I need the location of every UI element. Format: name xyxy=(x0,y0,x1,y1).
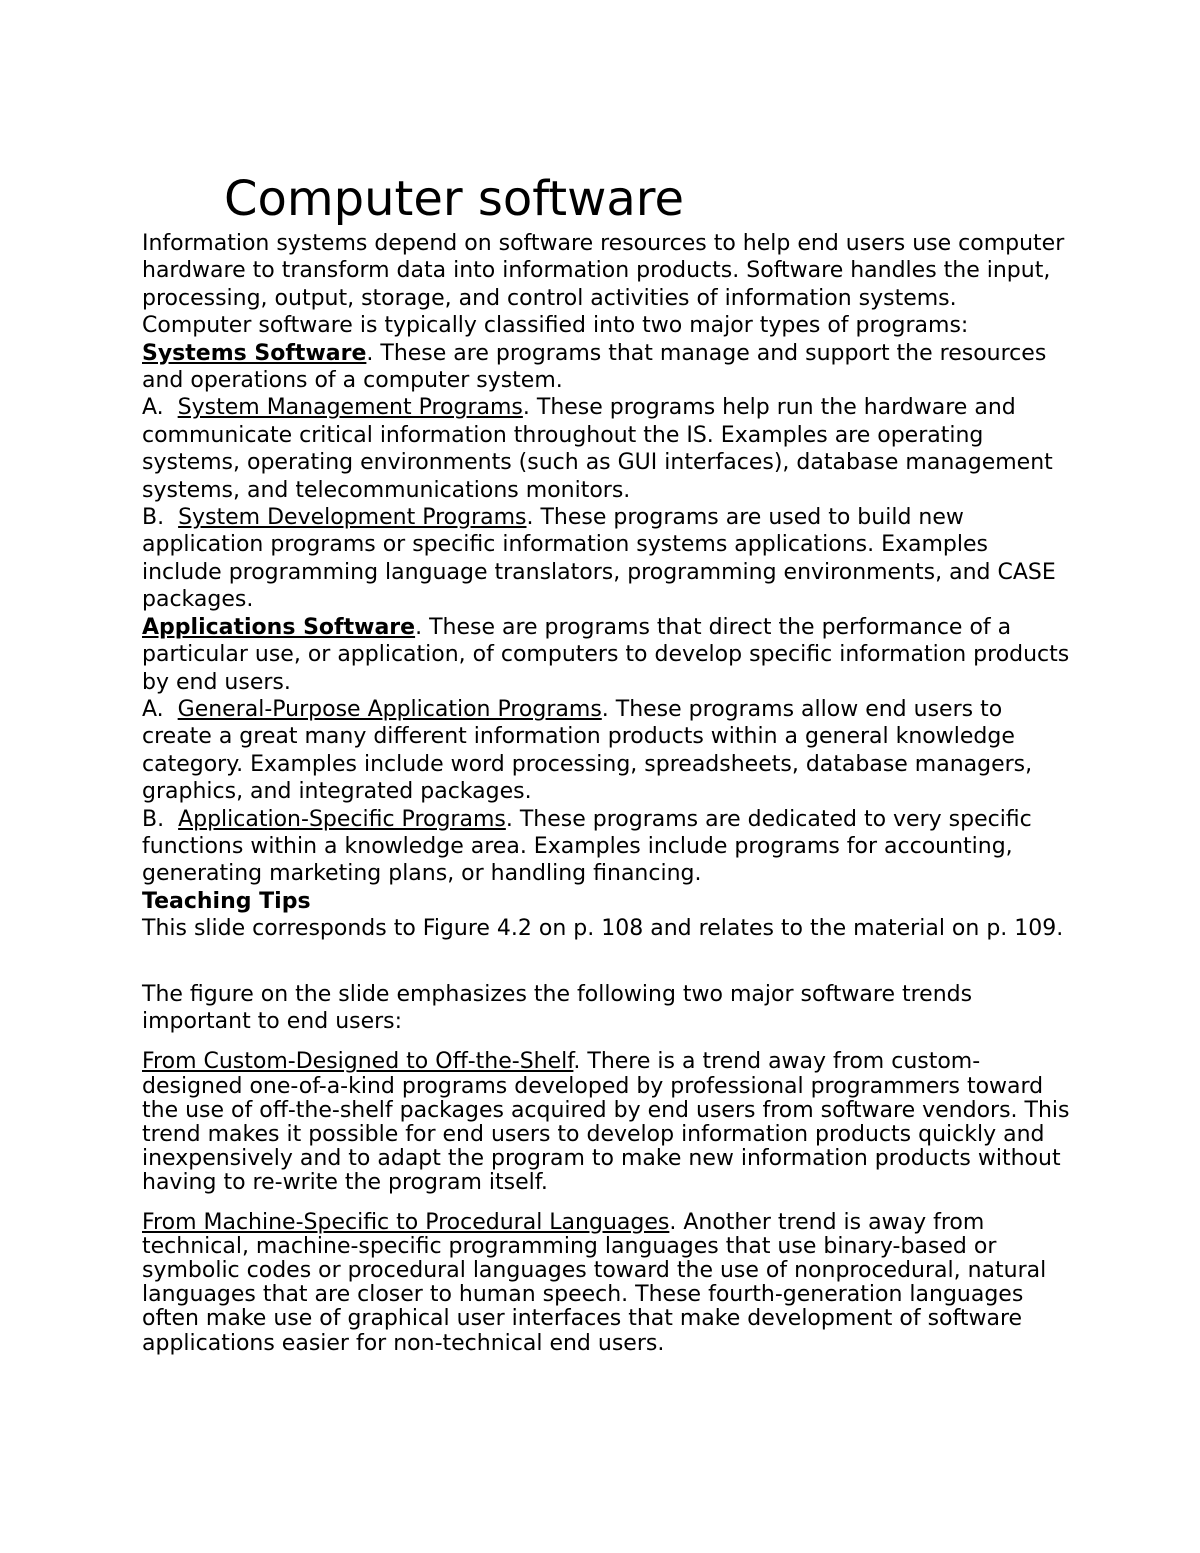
system-management-text: . These programs help run the hardware and communicate critical information throughout the IS. Examples are operating systems, operating environments (such as GUI interfaces), database management systems, and telecommunications monitors. xyxy=(142,395,1053,503)
applications-software-text: . These are programs that direct the performance of a particular use, or application, of computers to develop specific information products by end users. xyxy=(142,614,1070,695)
trend-custom-text: . There is a trend away from custom-designed one-of-a-kind programs developed by professional programmers toward the use of off-the-shelf packages acquired by end users from software vendors. This trend makes it possible for end users to develop information products quickly and inexpensively and to adapt the program to make new information products without having to re-write the program itself. xyxy=(142,1049,1070,1196)
application-specific-paragraph xyxy=(142,806,1072,888)
list-marker: A. xyxy=(142,395,178,421)
systems-software-paragraph xyxy=(142,340,1072,395)
application-specific-text: . These programs are dedicated to very specific functions within a knowledge area. Examples include programs for accounting, generating marketing plans, or handling financing. xyxy=(142,806,1032,887)
intro-paragraph: Information systems depend on software resources to help end users use computer hardware to transform data into information products. Software handles the input, processing, output, storage, and control activities of information systems. Computer software is typically classified into two major types of programs: xyxy=(142,231,1065,339)
trend-custom-paragraph xyxy=(142,1050,1072,1195)
system-management-paragraph xyxy=(142,394,1072,504)
general-purpose-paragraph xyxy=(142,696,1072,806)
document-page xyxy=(142,168,1072,1356)
trends-intro-paragraph: The figure on the slide emphasizes the following two major software trends important to end users: xyxy=(142,981,973,1034)
list-marker: A. xyxy=(142,696,178,722)
systems-software-text: . These are programs that manage and support the resources and operations of a computer system. xyxy=(142,340,1047,394)
trend-languages-paragraph xyxy=(142,1211,1072,1356)
system-development-text: . These programs are used to build new application programs or specific information systems applications. Examples include programming language translators, programming environments, and CASE packages. xyxy=(142,505,1056,613)
general-purpose-heading: General-Purpose Application Programs xyxy=(177,696,602,722)
teaching-tips-text: This slide corresponds to Figure 4.2 on p. 108 and relates to the material on p. 109. xyxy=(142,916,1064,942)
systems-software-heading: Systems Software xyxy=(142,340,367,366)
applications-software-paragraph xyxy=(142,614,1072,696)
trend-languages-heading: From Machine-Specific to Procedural Languages xyxy=(142,1209,670,1235)
spacer xyxy=(142,943,1072,981)
applications-software-heading: Applications Software xyxy=(142,614,416,640)
general-purpose-text: . These programs allow end users to create a great many different information products within a general knowledge category. Examples include word processing, spreadsheets, database managers, graphics, and integrated packages. xyxy=(142,696,1033,805)
spacer xyxy=(142,1035,1072,1050)
system-development-heading: System Development Programs xyxy=(178,505,527,531)
trend-languages-text: . Another trend is away from technical, machine-specific programming languages that use binary-based or symbolic codes or procedural languages toward the use of nonprocedural, natural languages that are closer to human speech. These fourth-generation languages often make use of graphical user interfaces that make development of software applications easier for non-technical end users. xyxy=(142,1209,1047,1356)
trend-custom-heading: From Custom-Designed to Off-the-Shelf xyxy=(142,1049,574,1075)
teaching-tips-heading: Teaching Tips xyxy=(142,888,311,914)
list-marker: B. xyxy=(142,505,179,531)
system-development-paragraph xyxy=(142,504,1072,614)
spacer xyxy=(142,1196,1072,1211)
page-title: Computer software xyxy=(224,171,685,227)
list-marker: B. xyxy=(142,806,179,832)
application-specific-heading: Application-Specific Programs xyxy=(178,806,506,832)
system-management-heading: System Management Programs xyxy=(177,395,523,421)
